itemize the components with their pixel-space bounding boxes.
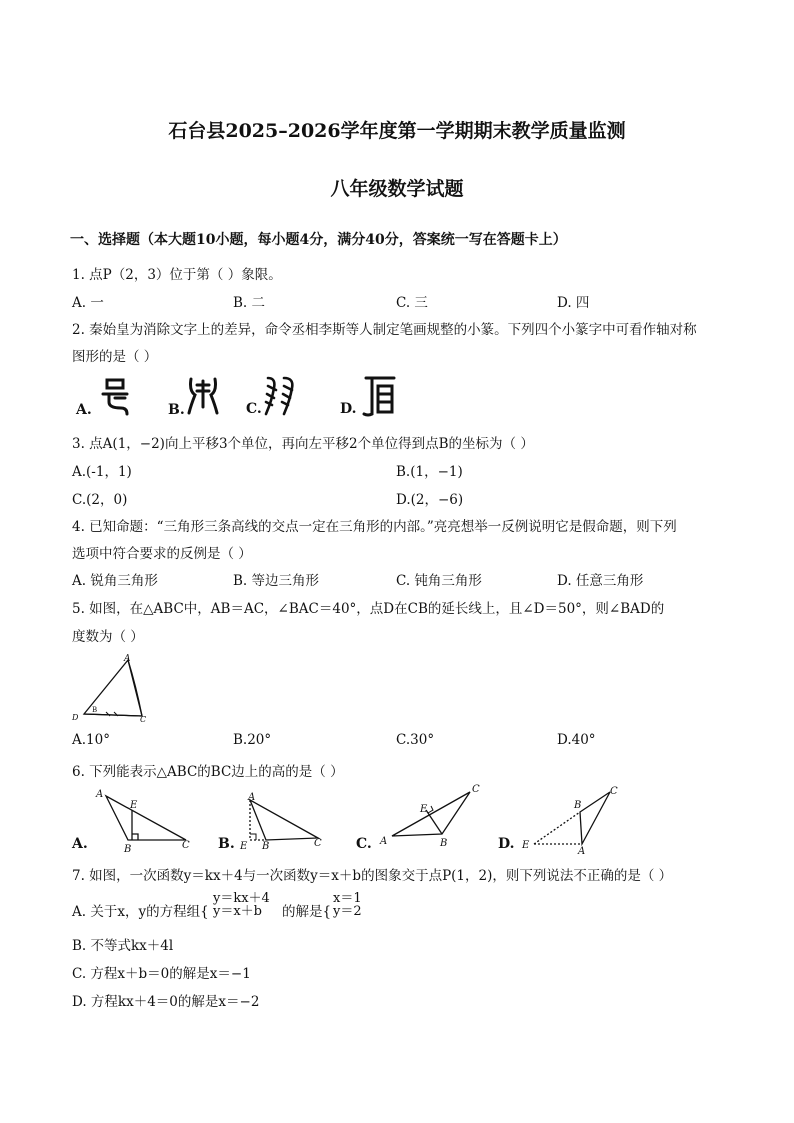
svg-text:B: B	[124, 844, 132, 854]
q3-option-c: C.(2，0)	[72, 492, 128, 508]
svg-text:C: C	[472, 784, 480, 795]
q1-option-a: A. 一	[72, 295, 104, 311]
q3-option-b: B.(1，−1)	[396, 464, 463, 480]
q4-option-a: A. 锐角三角形	[72, 573, 158, 589]
q4-option-b: B. 等边三角形	[233, 573, 320, 589]
q6-option-c-letter: C.	[356, 836, 372, 852]
q6-option-a-letter: A.	[72, 836, 88, 852]
seal-character-a	[99, 376, 133, 416]
q1-option-d: D. 四	[557, 295, 590, 311]
svg-text:E: E	[240, 841, 248, 850]
q6-option-d-letter: D.	[498, 836, 515, 852]
q2-option-d-letter: D.	[340, 401, 357, 417]
q4-option-c: C. 钝角三角形	[396, 573, 482, 589]
page-title: 石台县2025–2026学年度第一学期期末教学质量监测	[168, 120, 626, 142]
q7-option-d: D. 方程kx＋4＝0的解是x＝−2	[72, 994, 260, 1010]
q7-option-c: C. 方程x＋b＝0的解是x＝−1	[72, 966, 251, 982]
question-5-stem-line1: 5. 如图，在△ABC中，AB＝AC，∠BAC＝40°，点D在CB的延长线上，且∠D＝50°，则∠BAD的	[72, 601, 665, 617]
question-4-stem-line1: 4. 已知命题：“三角形三条高线的交点一定在三角形的内部。”亮亮想举一反例说明它是假命题，则下列	[72, 519, 677, 535]
q7-option-a-mid: 的解是{	[282, 904, 332, 920]
q5-label-a: A	[124, 654, 131, 664]
svg-text:E: E	[522, 840, 530, 851]
q5-label-c: C	[140, 715, 147, 724]
svg-text:B: B	[574, 800, 582, 811]
section-heading: 一、选择题（本大题10小题，每小题4分，满分40分，答案统一写在答题卡上）	[70, 232, 567, 248]
q5-option-b: B.20°	[233, 732, 272, 748]
q7-system-equations: y＝kx＋4 y＝x＋b	[213, 891, 270, 919]
svg-text:A: A	[248, 792, 256, 803]
seal-character-b	[185, 375, 221, 417]
q5-option-d: D.40°	[557, 732, 596, 748]
q6-figure-c	[376, 782, 486, 848]
q6-figure-d	[518, 782, 628, 854]
page-subtitle: 八年级数学试题	[330, 178, 464, 200]
q2-option-a-letter: A.	[76, 402, 92, 418]
q6-figure-b	[236, 792, 336, 850]
q3-option-d: D.(2，−6)	[396, 492, 464, 508]
q4-option-d: D. 任意三角形	[557, 573, 644, 589]
q6-figure-a	[90, 784, 200, 854]
q5-label-b: B	[92, 706, 98, 714]
svg-text:E: E	[420, 804, 428, 815]
svg-text:A: A	[96, 789, 104, 800]
q5-option-a: A.10°	[72, 732, 110, 748]
question-3-stem: 3. 点A(1，−2)向上平移3个单位，再向左平移2个单位得到点B的坐标为（ ）	[72, 436, 534, 452]
svg-text:C: C	[314, 838, 322, 849]
q7-option-a-prefix: A. 关于x，y的方程组{	[72, 904, 209, 920]
q5-label-d: D	[72, 713, 79, 722]
svg-text:A: A	[380, 836, 388, 847]
svg-text:B: B	[262, 841, 270, 850]
q5-option-c: C.30°	[396, 732, 435, 748]
question-1-stem: 1. 点P（2，3）位于第（ ）象限。	[72, 267, 282, 283]
q1-option-c: C. 三	[396, 295, 428, 311]
q3-option-a: A.(-1，1)	[72, 464, 132, 480]
q2-option-c-letter: C.	[246, 401, 262, 417]
q5-triangle-figure	[70, 650, 160, 726]
question-2-stem-line1: 2. 秦始皇为消除文字上的差异，命令丞相李斯等人制定笔画规整的小篆。下列四个小篆字中可看作轴对称	[72, 322, 697, 338]
svg-text:C: C	[610, 786, 618, 797]
q6-option-b-letter: B.	[218, 836, 235, 852]
q2-option-b-letter: B.	[168, 402, 185, 418]
seal-character-c	[262, 374, 302, 418]
question-5-stem-line2: 度数为（ ）	[72, 629, 144, 645]
seal-character-d	[362, 374, 398, 418]
question-4-stem-line2: 选项中符合要求的反例是（ ）	[72, 546, 252, 562]
svg-text:E: E	[130, 800, 138, 811]
q7-option-b: B. 不等式kx＋4l	[72, 938, 174, 954]
svg-text:A: A	[578, 846, 586, 854]
svg-text:C: C	[182, 840, 190, 851]
svg-text:B: B	[440, 838, 448, 848]
q7-system-solution: x＝1 y＝2	[333, 891, 362, 919]
q1-option-b: B. 二	[233, 295, 266, 311]
question-2-stem-line2: 图形的是（ ）	[72, 349, 158, 365]
question-6-stem: 6. 下列能表示△ABC的BC边上的高的是（ ）	[72, 764, 344, 780]
question-7-stem: 7. 如图，一次函数y＝kx＋4与一次函数y＝x＋b的图象交于点P(1，2)，则下列说法不正确的是（ ）	[72, 868, 673, 884]
